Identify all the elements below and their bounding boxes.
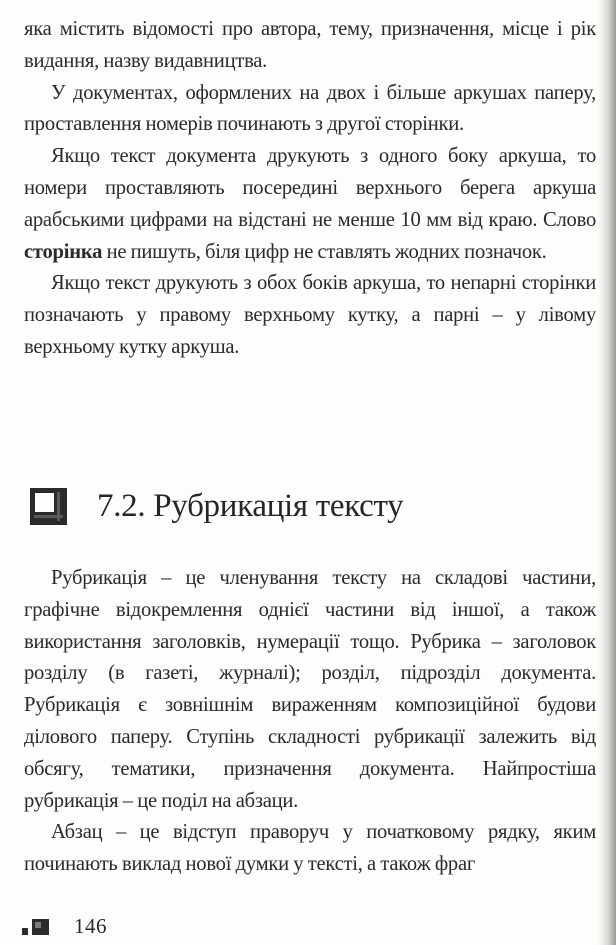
paragraph-text: Якщо текст документа друкують з одного боку аркуша, то номери проставляють посередині верхнього берега аркуша арабськими цифрами на відстані не менше 10 мм від краю. Слово [24,145,596,231]
page-edge-shadow [598,0,616,945]
section-title: 7.2. Рубрикація тексту [97,487,404,524]
section-heading [30,478,403,534]
square-bullet-icon [30,488,67,525]
paragraph-one-side-printing [24,141,596,268]
paragraph-rubrication-definition: Рубрикація – це членування тексту на складові частини, графічне відокремлення однієї частини від іншої, а також використання заголовків, нумерації тощо. Рубрика – заголовок розділу (в газеті, журналі); розділ, підрозділ документа. Рубрикація є зовнішнім вираженням композиційної будови ділового паперу. Ступінь складності рубрикації залежить від обсягу, тематики, призначення документа. Найпростіша рубрикація – це поділ на абзаци. [24,567,596,812]
page-number: 146 [74,914,107,938]
paragraph-continuation: яка містить відомості про автора, тему, призначення, місце і рік видання, назву видавництва. [24,18,596,72]
paragraph-two-side-printing: Якщо текст друкують з обох боків аркуша, то непарні сторінки позначають у правому верхньому кутку, а парні – у лівому верхньому кутку аркуша. [24,272,596,358]
page-marker-icon [22,918,52,936]
top-text-block [24,14,596,364]
paragraph-page-numbering: У документах, оформлених на двох і більше аркушах паперу, проставлення номерів починають з другої сторінки. [24,81,596,136]
bold-term: сторінка [24,240,103,263]
paragraph-text: не пишуть, біля цифр не ставлять жодних позначок. [102,240,547,263]
page-footer [22,914,107,939]
bottom-text-block [24,563,596,881]
paragraph-abzats-definition: Абзац – це відступ праворуч у початковому рядку, яким починають виклад нової думки у тексті, а також фраг [24,821,596,876]
